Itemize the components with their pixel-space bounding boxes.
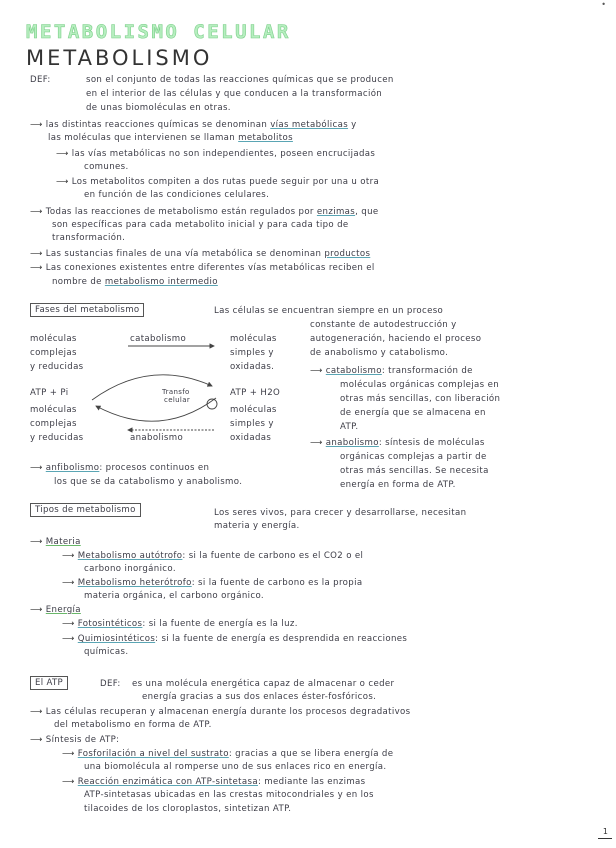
catabolismo-label: catabolismo — [130, 334, 187, 344]
diagram-left-bottom-2: complejas — [30, 419, 77, 429]
vias-metabolicas-term: vías metabólicas — [270, 120, 349, 130]
arrow-icon: ⟶ — [62, 634, 75, 644]
autotrofo-def-1 — [62, 551, 363, 562]
definition-label: DEF: — [30, 75, 51, 85]
bullet-2-tail: , que — [355, 207, 379, 217]
bullet-4-cont-text: nombre de — [52, 277, 105, 287]
reaccion-def-2: ATP-sintetasas ubicadas en las crestas mitocondriales y en los — [84, 790, 374, 800]
diagram-right-top-2: simples y — [230, 348, 274, 358]
catabolismo-def-1 — [310, 366, 473, 377]
energia-label: Energía — [45, 605, 81, 615]
arrow-icon: ⟶ — [30, 707, 43, 717]
metabolitos-term: metabolitos — [238, 133, 293, 143]
bullet-2-cont: son específicas para cada metabolito inicial y para cada tipo de — [52, 220, 349, 230]
autotrofo-def-2: carbono inorgánico. — [84, 564, 176, 574]
page-number-line — [598, 838, 612, 839]
fases-intro-1: Las células se encuentran siempre en un proceso — [214, 306, 444, 316]
metabolismo-intermedio-term: metabolismo intermedio — [104, 277, 218, 287]
catabolismo-def-3: otras más sencillas, con liberación — [340, 394, 501, 404]
diagram-right-bottom-1: moléculas — [230, 405, 277, 415]
sub-bullet-1-text: las vías metabólicas no son independientes, poseen encrucijadas — [71, 149, 376, 159]
reaccion-term: Reacción enzimática con ATP-sintetasa — [77, 777, 258, 787]
anfibolismo-term: anfibolismo — [45, 463, 100, 473]
diagram-right-bottom-3: oxidadas — [230, 433, 272, 443]
tipos-box: Tipos de metabolismo — [30, 503, 141, 517]
anabolismo-def-1 — [310, 438, 485, 449]
atp-box: El ATP — [30, 676, 68, 690]
fases-intro-3: autogeneración, haciendo el proceso — [310, 334, 482, 344]
arrow-icon: ⟶ — [30, 537, 43, 547]
arrow-icon: ⟶ — [30, 120, 43, 130]
energy-label-2: celular — [164, 396, 191, 404]
arrow-icon: ⟶ — [62, 777, 75, 787]
autotrofo-def-text-1: : si la fuente de carbono es el CO2 o el — [182, 551, 364, 561]
productos-term: productos — [324, 249, 371, 259]
anabolismo-def-2: orgánicas complejas a partir de — [340, 452, 487, 462]
fosforilacion-def-2: una biomolécula al romperse uno de sus enlaces rico en energía. — [84, 762, 387, 772]
fases-intro-2: constante de autodestrucción y — [310, 320, 457, 330]
diagram-left-top-3: y reducidas — [30, 362, 84, 372]
catabolismo-def-5: ATP. — [340, 422, 359, 432]
arrow-icon: ⟶ — [30, 249, 43, 259]
bullet-2-cont2: transformación. — [52, 233, 126, 243]
tipos-intro-2: materia y energía. — [214, 521, 300, 531]
fases-box: Fases del metabolismo — [30, 303, 144, 317]
definition-line-3: de unas biomoléculas en otras. — [86, 103, 231, 113]
anabolismo-def-4: energía en forma de ATP. — [340, 480, 456, 490]
arrow-icon: ⟶ — [30, 207, 43, 217]
anfibolismo-def-2: los que se da catabolismo y anabolismo. — [54, 477, 243, 487]
arrow-icon: ⟶ — [310, 438, 323, 448]
materia-label: Materia — [45, 537, 81, 547]
atp-def-label: DEF: — [100, 679, 121, 689]
anabolismo-def-text-1: : síntesis de moléculas — [378, 438, 485, 448]
diagram-right-bottom-2: simples y — [230, 419, 274, 429]
fosforilacion-def-text-1: : gracias a que se libera energía de — [228, 749, 394, 759]
fotosinteticos-def-text: : si la fuente de energía es la luz. — [142, 619, 298, 629]
reaccion-def-1 — [62, 777, 366, 788]
catabolismo-def-4: de energía que se almacena en — [340, 408, 486, 418]
heterotrofo-def-text-1: : si la fuente de carbono es la propia — [191, 578, 363, 588]
quimiosinteticos-def-2: químicas. — [84, 647, 129, 657]
page-title: METABOLISMO CELULAR — [26, 21, 291, 43]
anfibolismo-def-1 — [30, 463, 209, 474]
fotosinteticos-def — [62, 619, 298, 630]
diagram-left-bottom-3: y reducidas — [30, 433, 84, 443]
diagram-left-top-2: complejas — [30, 348, 77, 358]
bullet-2-text: Todas las reacciones de metabolismo están regulados por — [45, 207, 317, 217]
arrow-icon: ⟶ — [30, 463, 43, 473]
arrow-icon: ⟶ — [62, 619, 75, 629]
anabolismo-def-3: otras más sencillas. Se necesita — [340, 466, 489, 476]
bullet-1-text: las distintas reacciones químicas se denominan — [45, 120, 271, 130]
section-title: METABOLISMO — [26, 46, 213, 70]
energy-label-1: Transfo — [162, 388, 190, 396]
sub-bullet-1-cont: comunes. — [84, 162, 129, 172]
bullet-1-cont-text: las moléculas que intervienen se llaman — [48, 133, 239, 143]
catabolismo-term: catabolismo — [325, 366, 382, 376]
sintesis-label: Síntesis de ATP: — [45, 735, 120, 745]
atp-bullet-2: del metabolismo en forma de ATP. — [54, 720, 212, 730]
heterotrofo-term: Metabolismo heterótrofo — [77, 578, 192, 588]
quimiosinteticos-term: Quimiosintéticos — [77, 634, 156, 644]
diagram-right-top-1: moléculas — [230, 334, 277, 344]
fosforilacion-def-1 — [62, 749, 393, 760]
tipos-intro-1: Los seres vivos, para crecer y desarrollarse, necesitan — [214, 508, 467, 518]
quimiosinteticos-def-text-1: : si la fuente de energía es desprendida en reacciones — [155, 634, 408, 644]
diagram-left-top-1: moléculas — [30, 334, 77, 344]
sub-bullet-2-text: Los metabolitos compiten a dos rutas puede seguir por una u otra — [71, 177, 380, 187]
catabolismo-def-text-1: : transformación de — [381, 366, 473, 376]
fases-intro-4: de anabolismo y catabolismo. — [310, 348, 449, 358]
materia-label-row — [30, 537, 81, 548]
definition-line-2: en el interior de las células y que conducen a la transformación — [86, 89, 383, 99]
reaccion-def-text-1: : mediante las enzimas — [257, 777, 366, 787]
autotrofo-term: Metabolismo autótrofo — [77, 551, 183, 561]
atp-bullet-text-1: Las células recuperan y almacenan energía durante los procesos degradativos — [45, 707, 411, 717]
arrow-icon: ⟶ — [30, 263, 43, 273]
energia-label-row — [30, 605, 81, 616]
sub-bullet-2-cont: en función de las condiciones celulares. — [84, 190, 270, 200]
anabolismo-term: anabolismo — [325, 438, 379, 448]
arrow-icon: ⟶ — [56, 149, 69, 159]
arrow-icon: ⟶ — [30, 605, 43, 615]
arrow-icon: ⟶ — [62, 551, 75, 561]
energy-arc-top — [92, 375, 212, 400]
fotosinteticos-term: Fotosintéticos — [77, 619, 143, 629]
page-number: 1 — [602, 827, 608, 836]
heterotrofo-def-2: materia orgánica, el carbono orgánico. — [84, 591, 265, 601]
fosforilacion-term: Fosforilación a nivel del sustrato — [77, 749, 229, 759]
quimiosinteticos-def-1 — [62, 634, 407, 645]
arrow-icon: ⟶ — [30, 735, 43, 745]
arrow-icon: ⟶ — [62, 578, 75, 588]
diagram-left-bottom-1: moléculas — [30, 405, 77, 415]
heterotrofo-def-1 — [62, 578, 362, 589]
reaccion-def-3: tilacoides de los cloroplastos, sintetizan ATP. — [84, 804, 292, 814]
arrow-icon: ⟶ — [310, 366, 323, 376]
bullet-3-text: Las sustancias finales de una vía metabólica se denominan — [45, 249, 325, 259]
atp-bullet-1 — [30, 707, 410, 718]
energy-arc-bottom — [96, 398, 216, 421]
bullet-1-tail: y — [348, 120, 357, 130]
arrow-icon: ⟶ — [62, 749, 75, 759]
atp-left-label: ATP + Pi — [30, 388, 69, 398]
anfibolismo-def-text-1: : procesos continuos en — [99, 463, 210, 473]
anabolismo-label: anabolismo — [130, 433, 184, 443]
atp-right-label: ATP + H2O — [230, 388, 281, 398]
sintesis-label-row — [30, 735, 119, 746]
atp-def-2: energía gracias a sus dos enlaces éster-fosfóricos. — [142, 692, 377, 702]
catabolismo-def-2: moléculas orgánicas complejas en — [340, 380, 500, 390]
bullet-4-text: Las conexiones existentes entre diferentes vías metabólicas reciben el — [45, 263, 375, 273]
atp-def-1: es una molécula energética capaz de almacenar o ceder — [132, 679, 395, 689]
arrow-icon: ⟶ — [56, 177, 69, 187]
corner-mark: • — [601, 0, 606, 9]
definition-line-1: son el conjunto de todas las reacciones químicas que se producen — [86, 75, 394, 85]
enzimas-term: enzimas — [316, 207, 356, 217]
diagram-right-top-3: oxidadas. — [230, 362, 275, 372]
